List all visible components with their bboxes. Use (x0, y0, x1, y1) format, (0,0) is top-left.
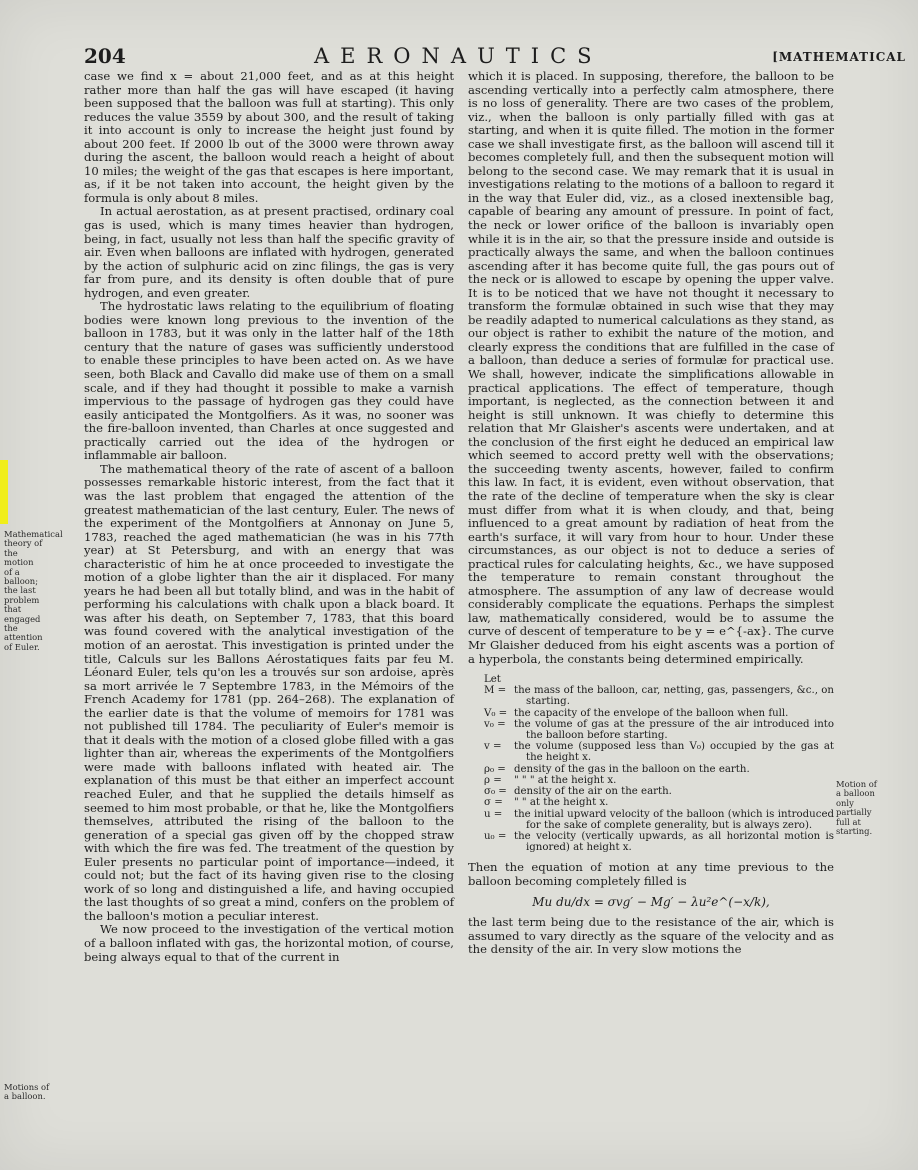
def-text: the velocity (vertically upwards, as all horizontal motion is ignored) at height x. (514, 830, 834, 854)
definition-row (484, 719, 834, 741)
definition-row (484, 831, 834, 853)
definition-row (484, 741, 834, 763)
page-number: 204 (84, 44, 126, 68)
def-symbol: v₀ = (484, 718, 506, 730)
margin-note-motions: Motions of a balloon. (4, 1082, 50, 1102)
paragraph: which it is placed. In supposing, therefore, the balloon to be ascending vertically into a perfectly calm atmosphere, there is no loss of generality. There are two cases of the problem, viz., when the balloon is only partially filled with gas at starting, and when it is quite filled. The motion in the former case we shall investigate first, as the balloon will ascend till it becomes completely full, and then the subsequent motion will belong to the second case. We may remark that it is usual in investigations relating to the motions of a balloon to regard it in the way that Euler did, viz., as a closed inextensible bag, capable of bearing any amount of pressure. In point of fact, the neck or lower orifice of the balloon is invariably open while it is in the air, so that the pressure inside and outside is practically always the same, and when the balloon continues ascending after it has become quite full, the gas pours out of the neck or is allowed to escape by opening the upper valve. It is to be noticed that we have not thought it necessary to transform the formulæ obtained in such wise that they may be readily adapted to numerical calculations as they stand, as our object is rather to exhibit the nature of the motion, and clearly express the conditions that are fulfilled in the case of a balloon, than deduce a series of formulæ for practical use. We shall, however, indicate the simplifications allowable in practical applications. The effect of temperature, though important, is neglected, as the connection between it and height is still unknown. It was chiefly to determine this relation that Mr Glaisher's ascents were undertaken, and at the conclusion of the first eight he deduced an empirical law which seemed to accord pretty well with the observations; the succeeding twenty ascents, however, failed to confirm this law. In fact, it is evident, even without observation, that the rate of the decline of temperature when the sky is clear must differ from what it is when cloudy, and that, being influenced to a great amount by radiation of heat from the earth's surface, it will vary from hour to hour. Under these circumstances, as our object is not to deduce a series of practical rules for calculating heights, &c., we have supposed the temperature to remain constant throughout the atmosphere. The assumption of any law of decrease would considerably complicate the equations. Perhaps the simplest law, mathematically considered, would be to assume the curve of descent of temperature to be y = e^{-ax}. The curve Mr Glaisher deduced from his eight ascents was a portion of a hyperbola, the constants being determined empirically. (468, 69, 834, 666)
equation: Mu du/dx = σvg′ − Mg′ − λu²e^(−x/k), (532, 895, 770, 910)
margin-note-euler: Mathematical theory of the motion of a balloon; the last problem that engaged the attention of Euler. (4, 529, 63, 652)
def-symbol: u = (484, 808, 503, 820)
def-symbol: ρ₀ = (484, 763, 506, 775)
definition-row (484, 775, 834, 786)
def-text: density of the air on the earth. (514, 786, 672, 798)
def-text: " " at the height x. (514, 797, 609, 809)
def-text: " " " at the height x. (514, 774, 617, 786)
paragraph: Then the equation of motion at any time previous to the balloon becoming completely filled is (468, 860, 834, 888)
highlight-marker (0, 460, 8, 524)
running-title: AERONAUTICS (314, 44, 603, 68)
def-text: the volume (supposed less than V₀) occupied by the gas at the height x. (514, 741, 834, 764)
def-symbol: v = (484, 741, 502, 753)
left-column (84, 70, 454, 964)
paragraph: case we find x = about 21,000 feet, and as at this height rather more than half the gas will have escaped (it having been supposed that the balloon was full at starting). This only reduces the value 3559 by about 300, and the result of taking it into account is only to increase the height just found by about 200 feet. If 2000 lb out of the 3000 were thrown away during the ascent, the balloon would reach a height of about 10 miles; the weight of the gas that escapes is here important, as, if it be not taken into account, the height given by the formula is only about 8 miles. (84, 69, 454, 205)
def-text: the volume of gas at the pressure of the air introduced into the balloon before starting. (514, 718, 834, 742)
def-symbol: u₀ = (484, 830, 507, 842)
def-text: the capacity of the envelope of the balloon when full. (514, 707, 789, 719)
def-text: the initial upward velocity of the balloon (which is introduced for the sake of complete generality, but is always zero). (514, 808, 834, 831)
section-label: [MATHEMATICAL (772, 50, 906, 64)
margin-note-partial: Motion of a balloon only partially full at starting. (836, 779, 877, 837)
definition-row (484, 797, 834, 808)
right-column (468, 70, 834, 957)
paragraph: We now proceed to the investigation of the vertical motion of a balloon inflated with gas, the horizontal motion, of course, being always equal to that of the current in (84, 922, 454, 964)
definition-row (484, 764, 834, 775)
paragraph: the last term being due to the resistance of the air, which is assumed to vary directly as the square of the velocity and as the density of the air. In very slow motions the (468, 914, 834, 957)
definition-row (484, 708, 834, 719)
definition-row (484, 685, 834, 707)
def-text: the mass of the balloon, car, netting, gas, passengers, &c., on starting. (514, 685, 834, 708)
def-symbol: ρ = (484, 774, 502, 786)
def-symbol: M = (484, 685, 507, 697)
definitions-intro: Let (484, 674, 501, 686)
paragraph: In actual aerostation, as at present practised, ordinary coal gas is used, which is many times heavier than hydrogen, being, in fact, usually not less than half the specific gravity of air. Even when balloons are inflated with hydrogen, generated by the action of sulphuric acid on zinc filings, the gas is very far from pure, and its density is often double that of pure hydrogen, and even greater. (84, 204, 454, 300)
def-text: density of the gas in the balloon on the earth. (514, 763, 750, 775)
def-symbol: σ₀ = (484, 786, 507, 798)
paragraph: The hydrostatic laws relating to the equilibrium of floating bodies were known long previous to the invention of the balloon in 1783, but it was only in the latter half of the 18th century that the nature of gases was sufficiently understood to enable these principles to have been acted on. As we have seen, both Black and Cavallo did make use of them on a small scale, and if they had thought it possible to make a varnish impervious to the passage of hydrogen gas they could have easily anticipated the Montgolfiers. As it was, no sooner was the fire-balloon invented, than Charles at once suggested and practically carried out the idea of the hydrogen or inflammable air balloon. (84, 299, 454, 463)
definitions-list (484, 674, 834, 853)
paragraph: The mathematical theory of the rate of ascent of a balloon possesses remarkable historic interest, from the fact that it was the last problem that engaged the attention of the greatest mathematician of the last century, Euler. The news of the experiment of the Montgolfiers at Annonay on June 5, 1783, reached the aged mathematician (he was in his 77th year) at St Petersburg, and with an energy that was characteristic of him he at once proceeded to investigate the motion of a globe lighter than the air it displaced. For many years he had been all but totally blind, and was in the habit of performing his calculations with chalk upon a black board. It was after his death, on September 7, 1783, that this board was found covered with the analytical investigation of the motion of an aerostat. This investigation is printed under the title, Calculs sur les Ballons Aérostatiques faits par feu M. Léonard Euler, tels qu'on les a trouvés sur son ardoise, après sa mort arrivée le 7 Septembre 1783, in the Mémoirs of the French Academy for 1781 (pp. 264–268). The explanation of the earlier date is that the volume of memoirs for 1781 was not published till 1784. The peculiarity of Euler's memoir is that it deals with the motion of a closed globe filled with a gas lighter than air, whereas the experiments of the Montgolfiers were made with balloons inflated with heated air. The explanation of this must be that either an imperfect account reached Euler, and that he supplied the details himself as seemed to him most probable, or that he, like the Montgolfiers themselves, attributed the rising of the balloon to the generation of a special gas given off by the chopped straw with which the fire was fed. The treatment of the question by Euler presents no particular point of importance—indeed, it could not; but the fact of its having given rise to the closing work of so long and distinguished a life, and having occupied the last thoughts of so great a mind, confers on the problem of the balloon's motion a peculiar interest. (84, 461, 454, 923)
definition-row (484, 786, 834, 797)
def-symbol: V₀ = (484, 707, 508, 719)
def-symbol: σ = (484, 797, 503, 809)
definition-row (484, 809, 834, 831)
